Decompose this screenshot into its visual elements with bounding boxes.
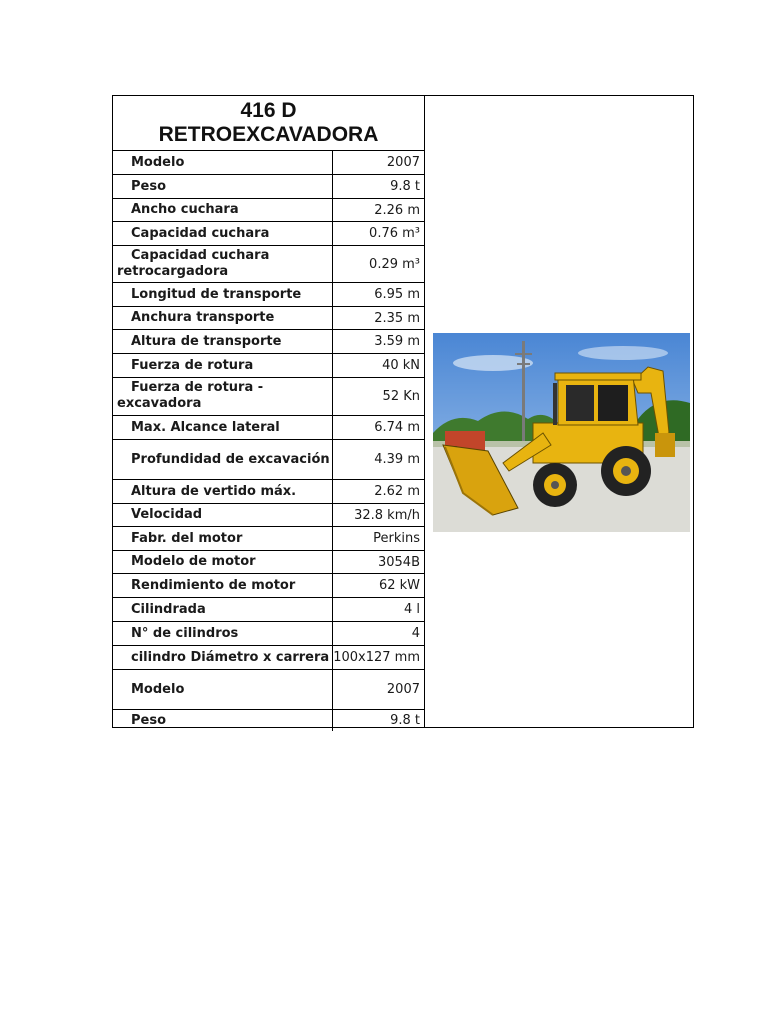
- row-label: cilindro Diámetro x carrera: [113, 646, 333, 669]
- row-label: Altura de vertido máx.: [113, 480, 333, 503]
- row-label: Ancho cuchara: [113, 199, 333, 221]
- row-label: N° de cilindros: [113, 622, 333, 645]
- row-label: Capacidad cuchara retrocargadora: [113, 246, 333, 282]
- row-value: 4: [411, 626, 420, 641]
- table-row: [113, 151, 424, 175]
- row-label: Max. Alcance lateral: [113, 416, 333, 439]
- row-value: 0.29 m³: [369, 256, 420, 272]
- row-value: 40 kN: [382, 358, 420, 373]
- table-row: [113, 175, 424, 199]
- table-row: [113, 246, 424, 283]
- table-row: [113, 622, 424, 646]
- table-row: [113, 222, 424, 246]
- table-row: [113, 283, 424, 307]
- row-value: 0.76 m³: [369, 226, 420, 241]
- machine-type-title: RETROEXCAVADORA: [158, 123, 379, 146]
- row-value: 2007: [386, 155, 420, 170]
- table-row: [113, 527, 424, 551]
- table-row: [113, 440, 424, 480]
- spec-sheet: [112, 95, 694, 728]
- row-value: 32.8 km/h: [354, 507, 420, 523]
- row-value: 62 kW: [378, 578, 420, 593]
- row-label: Longitud de transporte: [113, 283, 333, 306]
- row-label: Peso: [113, 710, 333, 731]
- row-value: 6.95 m: [374, 287, 420, 302]
- row-value: 4 l: [403, 602, 420, 617]
- row-value: 2.26 m: [374, 202, 420, 218]
- model-title: 416 D: [240, 99, 297, 122]
- row-value: 9.8 t: [390, 713, 420, 728]
- row-label: Profundidad de excavación: [113, 440, 333, 479]
- row-label: Velocidad: [113, 504, 333, 526]
- row-label: Modelo: [113, 670, 333, 709]
- backhoe-photo: [433, 333, 690, 532]
- row-value: 9.8 t: [390, 179, 420, 194]
- row-label: Altura de transporte: [113, 330, 333, 353]
- table-row: [113, 354, 424, 378]
- row-value: 3.59 m: [374, 334, 420, 349]
- row-value: 2007: [386, 682, 420, 697]
- table-row: [113, 416, 424, 440]
- row-label: Modelo de motor: [113, 551, 333, 573]
- spec-table: [113, 96, 425, 727]
- row-label: Capacidad cuchara: [113, 222, 333, 245]
- row-value: 52 Kn: [382, 389, 420, 404]
- table-row: [113, 378, 424, 416]
- row-value: 4.39 m: [374, 452, 420, 467]
- table-row: [113, 504, 424, 527]
- table-row: [113, 574, 424, 598]
- table-row: [113, 710, 424, 731]
- row-value: 3054B: [377, 554, 420, 570]
- table-row: [113, 480, 424, 504]
- row-value: 6.74 m: [374, 420, 420, 435]
- row-value: 2.62 m: [374, 484, 420, 499]
- page-title: [113, 96, 424, 151]
- row-value: 100x127 mm: [333, 650, 420, 665]
- table-row: [113, 199, 424, 222]
- row-label: Fuerza de rotura: [113, 354, 333, 377]
- table-row: [113, 330, 424, 354]
- row-label: Fuerza de rotura - excavadora: [113, 378, 333, 415]
- table-row: [113, 646, 424, 670]
- row-label: Anchura transporte: [113, 307, 333, 329]
- row-label: Cilindrada: [113, 598, 333, 621]
- row-label: Rendimiento de motor: [113, 574, 333, 597]
- row-label: Modelo: [113, 151, 333, 174]
- row-label: Peso: [113, 175, 333, 198]
- table-row: [113, 307, 424, 330]
- table-row: [113, 551, 424, 574]
- row-value: Perkins: [373, 531, 420, 546]
- row-label: Fabr. del motor: [113, 527, 333, 550]
- row-value: 2.35 m: [374, 310, 420, 326]
- table-row: [113, 598, 424, 622]
- backhoe-illustration: [433, 333, 690, 532]
- table-row: [113, 670, 424, 710]
